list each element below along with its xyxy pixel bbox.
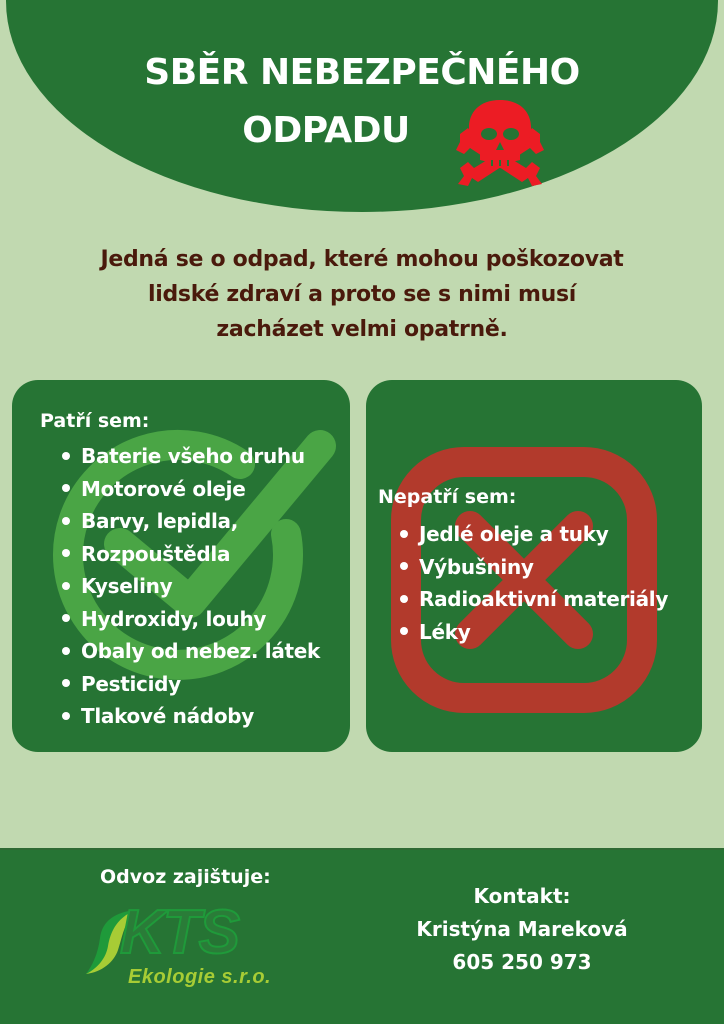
bullet-icon <box>62 484 70 492</box>
page-title-line2: ODPADU <box>242 110 410 151</box>
bullet-icon <box>62 614 70 622</box>
bullet-icon <box>62 452 70 460</box>
list-item: Rozpouštědla <box>62 538 320 571</box>
bullet-icon <box>400 595 408 603</box>
intro-line: lidské zdraví a proto se s nimi musí <box>147 282 577 307</box>
bullet-icon <box>400 562 408 570</box>
not-allowed-card <box>366 380 702 752</box>
bullet-icon <box>62 712 70 720</box>
list-item: Jedlé oleje a tuky <box>400 518 668 551</box>
list-item: Výbušniny <box>400 551 668 584</box>
contact-name: Kristýna Mareková <box>416 917 628 941</box>
contact-phone[interactable]: 605 250 973 <box>452 950 592 974</box>
list-item: Pesticidy <box>62 668 320 701</box>
intro-text <box>0 242 724 347</box>
logo-mark: KTS <box>120 898 238 967</box>
list-item: Tlakové nádoby <box>62 700 320 733</box>
list-item: Barvy, lepidla, <box>62 505 320 538</box>
list-item: Motorové oleje <box>62 473 320 506</box>
bullet-icon <box>62 517 70 525</box>
allowed-heading: Patří sem: <box>40 410 150 432</box>
contact-label: Kontakt: <box>473 884 571 908</box>
bullet-icon <box>62 582 70 590</box>
not-allowed-heading: Nepatří sem: <box>378 486 517 508</box>
provider-label: Odvoz zajištuje: <box>100 866 271 888</box>
header-banner <box>6 0 718 212</box>
bullet-icon <box>62 549 70 557</box>
bullet-icon <box>400 627 408 635</box>
allowed-list <box>62 440 320 733</box>
logo-subtitle: Ekologie s.r.o. <box>128 966 272 988</box>
intro-line: zacházet velmi opatrně. <box>216 317 508 342</box>
list-item: Kyseliny <box>62 570 320 603</box>
kts-logo <box>84 898 298 998</box>
list-item: Baterie všeho druhu <box>62 440 320 473</box>
not-allowed-list <box>400 518 668 648</box>
bullet-icon <box>400 530 408 538</box>
bullet-icon <box>62 647 70 655</box>
list-item: Léky <box>400 616 668 649</box>
list-item: Radioaktivní materiály <box>400 583 668 616</box>
bullet-icon <box>62 679 70 687</box>
list-item: Obaly od nebez. látek <box>62 635 320 668</box>
list-item: Hydroxidy, louhy <box>62 603 320 636</box>
allowed-card <box>12 380 350 752</box>
page-title-line1: SBĚR NEBEZPEČNÉHO <box>144 52 580 93</box>
contact-block <box>362 880 682 979</box>
skull-crossbones-icon <box>452 98 548 188</box>
intro-line: Jedná se o odpad, které mohou poškozovat <box>100 247 624 272</box>
